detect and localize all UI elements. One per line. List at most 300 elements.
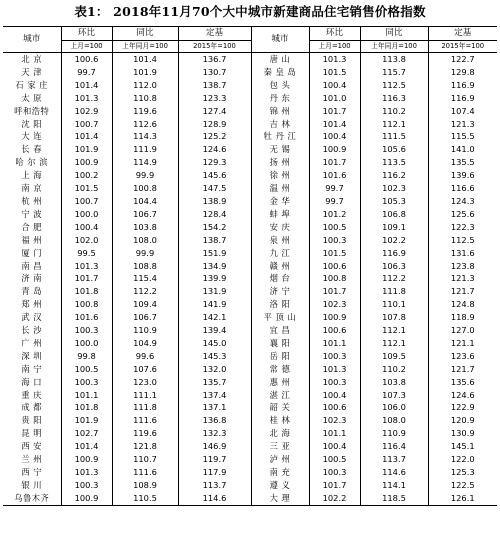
yoy-index: 116.9 — [360, 247, 428, 260]
base-index: 121.3 — [428, 272, 497, 285]
yoy-index: 113.7 — [360, 453, 428, 466]
table-row — [3, 363, 497, 376]
mom-index: 101.8 — [61, 285, 112, 298]
column-header-yoy: 同比 — [112, 27, 178, 41]
yoy-index: 111.9 — [112, 143, 178, 156]
mom-index: 101.7 — [61, 272, 112, 285]
yoy-index: 121.8 — [112, 440, 178, 453]
city-name: 太 原 — [21, 92, 43, 103]
base-index: 138.9 — [178, 195, 251, 208]
city-name: 沈 阳 — [21, 118, 43, 129]
column-subheader-yoy: 上年同月=100 — [360, 41, 428, 53]
yoy-index: 112.0 — [112, 79, 178, 92]
city-name: 牡 丹 江 — [251, 130, 309, 143]
yoy-index: 119.6 — [112, 427, 178, 440]
mom-index: 100.2 — [61, 169, 112, 182]
base-index: 136.8 — [178, 414, 251, 427]
table-row — [3, 324, 497, 337]
city-name: 乌鲁木齐 — [3, 492, 61, 505]
base-index: 151.9 — [178, 247, 251, 260]
city-name: 洛 阳 — [251, 298, 309, 311]
mom-index: 100.3 — [61, 324, 112, 337]
mom-index: 99.7 — [61, 66, 112, 79]
base-index: 135.5 — [428, 156, 497, 169]
table-row — [3, 440, 497, 453]
base-index: 145.1 — [428, 440, 497, 453]
table-row — [3, 66, 497, 79]
city-name: 唐 山 — [251, 53, 309, 66]
city-name: 青 岛 — [21, 286, 43, 297]
city-name: 遵 义 — [251, 479, 309, 492]
base-index: 116.9 — [428, 92, 497, 105]
column-subheader-base: 2015年=100 — [178, 41, 251, 53]
table-row — [3, 285, 497, 298]
yoy-index: 112.2 — [112, 285, 178, 298]
base-index: 116.9 — [428, 79, 497, 92]
base-index: 123.6 — [428, 350, 497, 363]
base-index: 141.9 — [178, 298, 251, 311]
mom-index: 101.4 — [61, 440, 112, 453]
city-name: 大 理 — [251, 492, 309, 505]
mom-index: 100.5 — [309, 221, 360, 234]
city-name: 桂 林 — [251, 414, 309, 427]
base-index: 112.5 — [428, 234, 497, 247]
yoy-index: 99.6 — [112, 350, 178, 363]
city-name: 济 南 — [21, 273, 43, 284]
yoy-index: 110.9 — [112, 324, 178, 337]
city-name: 常 德 — [251, 363, 309, 376]
base-index: 130.9 — [428, 427, 497, 440]
yoy-index: 109.4 — [112, 298, 178, 311]
table-row — [3, 221, 497, 234]
table-row — [3, 105, 497, 118]
mom-index: 101.4 — [61, 79, 112, 92]
base-index: 118.9 — [428, 311, 497, 324]
mom-index: 100.7 — [61, 195, 112, 208]
price-index-table — [3, 26, 497, 506]
city-name: 襄 阳 — [251, 337, 309, 350]
base-index: 122.3 — [428, 221, 497, 234]
mom-index: 101.5 — [309, 247, 360, 260]
city-name: 哈 尔 滨 — [15, 157, 49, 168]
city-name: 南 宁 — [21, 363, 43, 374]
city-name: 长 沙 — [21, 325, 43, 336]
yoy-index: 106.7 — [112, 311, 178, 324]
city-name: 包 头 — [251, 79, 309, 92]
yoy-index: 108.9 — [112, 479, 178, 492]
city-name: 西 安 — [21, 441, 43, 452]
mom-index: 100.9 — [61, 156, 112, 169]
city-name: 成 都 — [21, 402, 43, 413]
base-index: 138.7 — [178, 234, 251, 247]
table-row — [3, 492, 497, 505]
base-index: 135.6 — [428, 376, 497, 389]
yoy-index: 107.6 — [112, 363, 178, 376]
table-row — [3, 350, 497, 363]
yoy-index: 112.6 — [112, 118, 178, 131]
city-name: 福 州 — [21, 234, 43, 245]
mom-index: 101.7 — [309, 105, 360, 118]
base-index: 139.6 — [428, 169, 497, 182]
mom-index: 101.3 — [61, 260, 112, 273]
mom-index: 101.3 — [61, 466, 112, 479]
table-row — [3, 272, 497, 285]
base-index: 119.7 — [178, 453, 251, 466]
mom-index: 100.4 — [309, 130, 360, 143]
city-name: 秦 皇 岛 — [251, 66, 309, 79]
mom-index: 101.3 — [61, 92, 112, 105]
mom-index: 100.0 — [61, 337, 112, 350]
mom-index: 101.9 — [61, 143, 112, 156]
yoy-index: 110.1 — [360, 298, 428, 311]
city-name: 赣 州 — [251, 260, 309, 273]
table-row — [3, 311, 497, 324]
yoy-index: 106.7 — [112, 208, 178, 221]
base-index: 145.0 — [178, 337, 251, 350]
city-name: 合 肥 — [21, 221, 43, 232]
table-row — [3, 337, 497, 350]
base-index: 147.5 — [178, 182, 251, 195]
base-index: 138.7 — [178, 79, 251, 92]
city-name: 南 京 — [21, 183, 43, 194]
yoy-index: 115.4 — [112, 272, 178, 285]
base-index: 121.7 — [428, 285, 497, 298]
mom-index: 100.3 — [309, 376, 360, 389]
table-row — [3, 130, 497, 143]
yoy-index: 112.5 — [360, 79, 428, 92]
base-index: 125.6 — [428, 208, 497, 221]
base-index: 128.4 — [178, 208, 251, 221]
column-header-mom: 环比 — [61, 27, 112, 41]
city-name: 锦 州 — [251, 105, 309, 118]
yoy-index: 116.4 — [360, 440, 428, 453]
mom-index: 100.5 — [61, 363, 112, 376]
table-row — [3, 208, 497, 221]
mom-index: 101.1 — [61, 389, 112, 402]
city-name: 吉 林 — [251, 118, 309, 131]
city-name: 厦 门 — [21, 247, 43, 258]
base-index: 142.1 — [178, 311, 251, 324]
yoy-index: 112.2 — [360, 272, 428, 285]
city-name: 徐 州 — [251, 169, 309, 182]
yoy-index: 108.0 — [112, 234, 178, 247]
mom-index: 101.0 — [309, 92, 360, 105]
yoy-index: 109.1 — [360, 221, 428, 234]
city-name: 大 连 — [21, 131, 43, 142]
mom-index: 101.9 — [61, 414, 112, 427]
yoy-index: 119.6 — [112, 105, 178, 118]
base-index: 121.7 — [428, 363, 497, 376]
column-header-city: 城市 — [251, 27, 309, 53]
city-name: 石 家 庄 — [15, 79, 49, 90]
city-name: 烟 台 — [251, 272, 309, 285]
base-index: 131.9 — [178, 285, 251, 298]
yoy-index: 110.2 — [360, 363, 428, 376]
column-header-yoy: 同比 — [360, 27, 428, 41]
yoy-index: 105.6 — [360, 143, 428, 156]
base-index: 125.2 — [178, 130, 251, 143]
mom-index: 100.6 — [309, 260, 360, 273]
table-row — [3, 389, 497, 402]
mom-index: 99.7 — [309, 195, 360, 208]
yoy-index: 111.6 — [112, 414, 178, 427]
base-index: 132.3 — [178, 427, 251, 440]
yoy-index: 111.8 — [112, 401, 178, 414]
table-row — [3, 79, 497, 92]
city-name: 昆 明 — [21, 428, 43, 439]
city-name: 武 汉 — [21, 312, 43, 323]
yoy-index: 111.5 — [360, 130, 428, 143]
city-name: 兰 州 — [21, 454, 43, 465]
yoy-index: 116.2 — [360, 169, 428, 182]
base-index: 134.9 — [178, 260, 251, 273]
city-name: 深 圳 — [21, 350, 43, 361]
column-subheader-base: 2015年=100 — [428, 41, 497, 53]
base-index: 122.9 — [428, 401, 497, 414]
base-index: 124.6 — [428, 389, 497, 402]
mom-index: 102.9 — [61, 105, 112, 118]
base-index: 107.4 — [428, 105, 497, 118]
mom-index: 100.3 — [61, 479, 112, 492]
mom-index: 100.9 — [309, 311, 360, 324]
base-index: 123.3 — [178, 92, 251, 105]
yoy-index: 110.5 — [112, 492, 178, 505]
column-subheader-mom: 上月=100 — [61, 41, 112, 53]
base-index: 123.8 — [428, 260, 497, 273]
yoy-index: 108.8 — [112, 260, 178, 273]
column-header-mom: 环比 — [309, 27, 360, 41]
table-row — [3, 466, 497, 479]
base-index: 128.9 — [178, 118, 251, 131]
mom-index: 100.3 — [309, 350, 360, 363]
city-name: 泸 州 — [251, 453, 309, 466]
mom-index: 102.3 — [309, 298, 360, 311]
base-index: 124.3 — [428, 195, 497, 208]
mom-index: 100.3 — [309, 234, 360, 247]
yoy-index: 106.8 — [360, 208, 428, 221]
yoy-index: 113.8 — [360, 53, 428, 66]
mom-index: 100.7 — [61, 118, 112, 131]
city-name: 南 昌 — [21, 260, 43, 271]
base-index: 154.2 — [178, 221, 251, 234]
mom-index: 102.0 — [61, 234, 112, 247]
table-row — [3, 453, 497, 466]
city-name: 广 州 — [21, 337, 43, 348]
city-name: 北 京 — [21, 54, 43, 64]
yoy-index: 106.0 — [360, 401, 428, 414]
column-subheader-yoy: 上年同月=100 — [112, 41, 178, 53]
table-row — [3, 169, 497, 182]
mom-index: 100.6 — [309, 401, 360, 414]
base-index: 120.9 — [428, 414, 497, 427]
city-name: 济 宁 — [251, 285, 309, 298]
yoy-index: 114.3 — [112, 130, 178, 143]
city-name: 九 江 — [251, 247, 309, 260]
yoy-index: 110.9 — [360, 427, 428, 440]
city-name: 重 庆 — [21, 389, 43, 400]
table-row — [3, 376, 497, 389]
yoy-index: 102.3 — [360, 182, 428, 195]
column-header-base: 定基 — [428, 27, 497, 41]
base-index: 131.6 — [428, 247, 497, 260]
mom-index: 101.4 — [61, 130, 112, 143]
yoy-index: 118.5 — [360, 492, 428, 505]
base-index: 122.0 — [428, 453, 497, 466]
base-index: 136.7 — [178, 53, 251, 66]
mom-index: 99.8 — [61, 350, 112, 363]
table-row — [3, 260, 497, 273]
yoy-index: 111.6 — [112, 466, 178, 479]
yoy-index: 115.7 — [360, 66, 428, 79]
yoy-index: 99.9 — [112, 169, 178, 182]
mom-index: 100.9 — [309, 143, 360, 156]
mom-index: 102.3 — [309, 414, 360, 427]
yoy-index: 103.8 — [112, 221, 178, 234]
mom-index: 102.2 — [309, 492, 360, 505]
base-index: 130.7 — [178, 66, 251, 79]
city-name: 惠 州 — [251, 376, 309, 389]
yoy-index: 110.8 — [112, 92, 178, 105]
table-row — [3, 92, 497, 105]
yoy-index: 101.4 — [112, 53, 178, 66]
city-name: 宁 波 — [21, 208, 43, 219]
table-row — [3, 118, 497, 131]
yoy-index: 112.1 — [360, 324, 428, 337]
city-name: 郑 州 — [21, 299, 43, 310]
city-name: 扬 州 — [251, 156, 309, 169]
city-name: 银 川 — [21, 479, 43, 490]
mom-index: 100.3 — [309, 466, 360, 479]
city-name: 温 州 — [251, 182, 309, 195]
mom-index: 101.3 — [309, 363, 360, 376]
yoy-index: 110.7 — [112, 453, 178, 466]
column-header-city: 城市 — [3, 27, 61, 53]
mom-index: 101.4 — [309, 118, 360, 131]
mom-index: 100.0 — [61, 208, 112, 221]
city-name: 长 春 — [21, 144, 43, 155]
table-row — [3, 182, 497, 195]
yoy-index: 114.6 — [360, 466, 428, 479]
yoy-index: 113.5 — [360, 156, 428, 169]
base-index: 139.4 — [178, 324, 251, 337]
base-index: 129.8 — [428, 66, 497, 79]
table-row — [3, 143, 497, 156]
city-name: 丹 东 — [251, 92, 309, 105]
mom-index: 101.2 — [309, 208, 360, 221]
mom-index: 101.7 — [309, 479, 360, 492]
table-row — [3, 53, 497, 66]
city-name: 金 华 — [251, 195, 309, 208]
yoy-index: 102.2 — [360, 234, 428, 247]
base-index: 135.7 — [178, 376, 251, 389]
column-subheader-mom: 上月=100 — [309, 41, 360, 53]
mom-index: 100.8 — [61, 298, 112, 311]
yoy-index: 99.9 — [112, 247, 178, 260]
yoy-index: 123.0 — [112, 376, 178, 389]
base-index: 114.6 — [178, 492, 251, 505]
mom-index: 101.7 — [309, 156, 360, 169]
base-index: 132.0 — [178, 363, 251, 376]
base-index: 122.5 — [428, 479, 497, 492]
base-index: 125.3 — [428, 466, 497, 479]
base-index: 113.7 — [178, 479, 251, 492]
mom-index: 100.9 — [61, 453, 112, 466]
city-name: 南 充 — [251, 466, 309, 479]
city-name: 贵 阳 — [21, 415, 43, 426]
yoy-index: 109.5 — [360, 350, 428, 363]
city-name: 蚌 埠 — [251, 208, 309, 221]
table-row — [3, 401, 497, 414]
yoy-index: 107.3 — [360, 389, 428, 402]
mom-index: 101.6 — [61, 311, 112, 324]
mom-index: 100.4 — [309, 79, 360, 92]
city-name: 泉 州 — [251, 234, 309, 247]
table-title: 表1： 2018年11月70个大中城市新建商品住宅销售价格指数 — [74, 4, 426, 19]
yoy-index: 114.1 — [360, 479, 428, 492]
yoy-index: 104.4 — [112, 195, 178, 208]
table-body — [3, 53, 497, 506]
city-name: 岳 阳 — [251, 350, 309, 363]
city-name: 宜 昌 — [251, 324, 309, 337]
city-name: 北 海 — [251, 427, 309, 440]
mom-index: 100.9 — [61, 492, 112, 505]
mom-index: 101.1 — [309, 427, 360, 440]
base-index: 121.3 — [428, 118, 497, 131]
mom-index: 101.1 — [309, 337, 360, 350]
yoy-index: 116.3 — [360, 92, 428, 105]
yoy-index: 112.1 — [360, 337, 428, 350]
mom-index: 101.7 — [309, 285, 360, 298]
city-name: 三 亚 — [251, 440, 309, 453]
mom-index: 99.7 — [309, 182, 360, 195]
base-index: 129.3 — [178, 156, 251, 169]
yoy-index: 100.8 — [112, 182, 178, 195]
yoy-index: 111.8 — [360, 285, 428, 298]
table-row — [3, 414, 497, 427]
mom-index: 102.7 — [61, 427, 112, 440]
base-index: 141.0 — [428, 143, 497, 156]
base-index: 127.4 — [178, 105, 251, 118]
yoy-index: 110.2 — [360, 105, 428, 118]
city-name: 西 宁 — [21, 467, 43, 477]
yoy-index: 112.1 — [360, 118, 428, 131]
base-index: 116.6 — [428, 182, 497, 195]
mom-index: 100.5 — [309, 453, 360, 466]
table-row — [3, 234, 497, 247]
mom-index: 101.6 — [309, 169, 360, 182]
mom-index: 100.3 — [61, 376, 112, 389]
city-name: 安 庆 — [251, 221, 309, 234]
city-name: 无 锡 — [251, 143, 309, 156]
city-name: 呼和浩特 — [14, 105, 50, 116]
yoy-index: 106.3 — [360, 260, 428, 273]
base-index: 139.9 — [178, 272, 251, 285]
mom-index: 101.3 — [309, 53, 360, 66]
base-index: 127.0 — [428, 324, 497, 337]
base-index: 145.3 — [178, 350, 251, 363]
mom-index: 100.8 — [309, 272, 360, 285]
mom-index: 99.5 — [61, 247, 112, 260]
base-index: 137.1 — [178, 401, 251, 414]
city-name: 平 顶 山 — [251, 311, 309, 324]
yoy-index: 104.9 — [112, 337, 178, 350]
city-name: 韶 关 — [251, 401, 309, 414]
base-index: 121.1 — [428, 337, 497, 350]
yoy-index: 108.0 — [360, 414, 428, 427]
column-header-base: 定基 — [178, 27, 251, 41]
base-index: 115.5 — [428, 130, 497, 143]
table-row — [3, 195, 497, 208]
